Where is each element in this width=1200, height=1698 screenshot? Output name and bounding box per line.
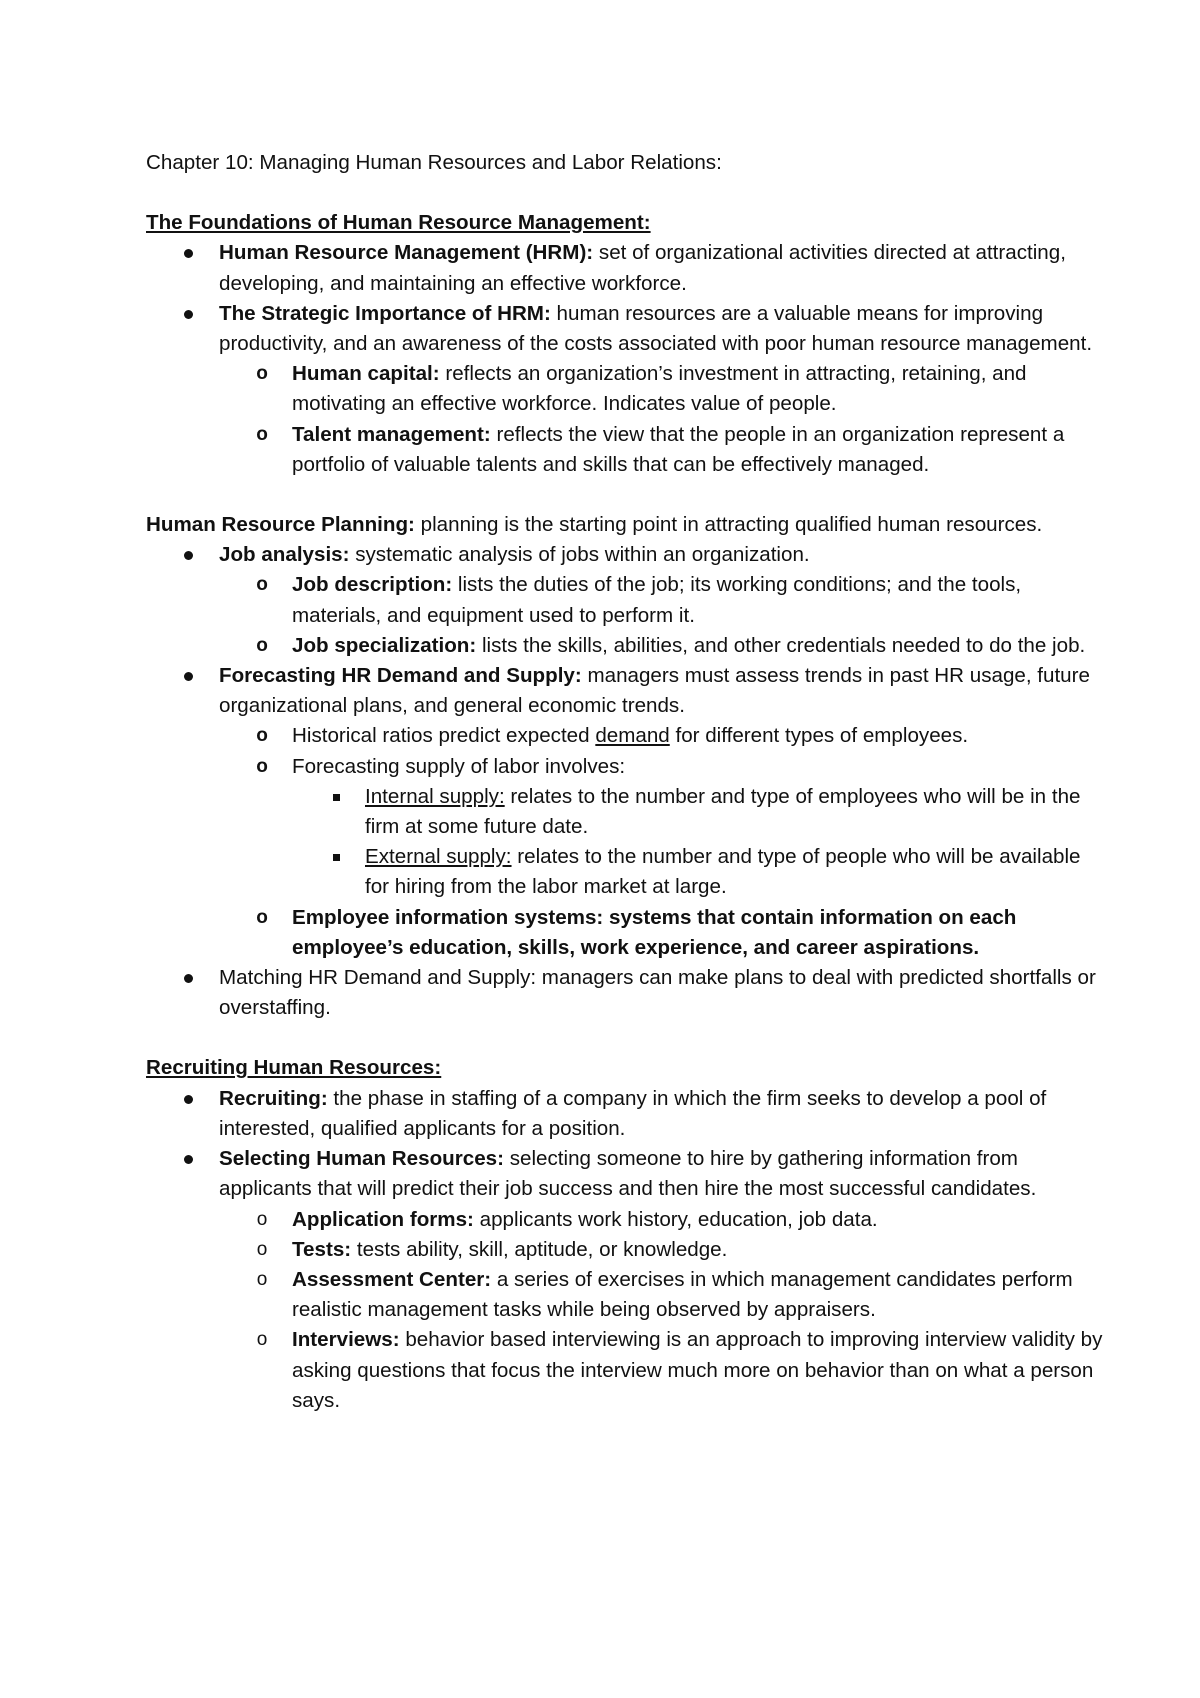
term: Job analysis: <box>219 543 350 567</box>
list-item <box>146 570 1106 630</box>
circle-bullet-icon: o <box>256 1238 268 1260</box>
bullet-icon <box>178 238 198 268</box>
definition: the phase in staffing of a company in which the firm seeks to develop a pool of interested, qualified applicants for a position. <box>219 1086 1047 1140</box>
forecasting-sublist <box>146 721 1106 781</box>
list-item <box>146 963 1106 1023</box>
list-item <box>146 1144 1106 1204</box>
definition: applicants work history, education, job data. <box>473 1207 878 1231</box>
text: Matching HR Demand and Supply: managers can make plans to deal with predicted shortfalls or overstaffing. <box>219 966 1096 1020</box>
definition: lists the duties of the job; its working conditions; and the tools, materials, and equipment used to perform it. <box>292 573 1022 627</box>
list-item <box>146 1325 1106 1416</box>
term: Recruiting: <box>219 1086 328 1110</box>
selection-sublist <box>146 1205 1106 1416</box>
list-item <box>146 359 1106 419</box>
document-content <box>146 148 1106 1416</box>
term: Job specialization: <box>292 633 477 657</box>
definition: relates to the number and type of people who will be available for hiring from the labor market at large. <box>365 845 1081 899</box>
definition: human resources are a valuable means for improving productivity, and an awareness of the costs associated with poor human resource management. <box>219 301 1093 356</box>
list-item <box>146 752 1106 782</box>
foundations-sublist <box>146 359 1106 480</box>
circle-bullet-icon: o <box>256 1329 268 1351</box>
term: Talent management: <box>292 422 491 446</box>
eis-sublist <box>146 903 1106 963</box>
circle-bullet-icon: o <box>256 1208 268 1230</box>
definition: behavior based interviewing is an approach to improving interview validity by asking questions that focus the interview much more on behavior than on what a person says. <box>292 1328 1103 1412</box>
definition: systematic analysis of jobs within an organization. <box>349 543 810 567</box>
circle-bullet-icon: o <box>256 725 268 747</box>
term: Internal supply: <box>365 784 505 808</box>
chapter-title: Chapter 10: Managing Human Resources and Labor Relations: <box>146 151 722 174</box>
planning-paragraph <box>146 510 1106 540</box>
list-item <box>146 1084 1106 1144</box>
circle-bullet-icon: o <box>256 363 268 385</box>
term: Tests: <box>292 1237 352 1261</box>
matching-list <box>146 963 1106 1023</box>
circle-bullet-icon: o <box>256 755 268 777</box>
list-item <box>146 238 1106 298</box>
text: Historical ratios predict expected <box>292 724 596 748</box>
section-heading-foundations: The Foundations of Human Resource Management: <box>146 211 651 235</box>
circle-bullet-icon: o <box>256 906 268 928</box>
circle-bullet-icon: o <box>256 423 268 445</box>
term: Human Resource Planning: <box>146 513 415 537</box>
list-item <box>146 631 1106 661</box>
definition: selecting someone to hire by gathering information from applicants that will predict their job success and then hire the most successful candidates. <box>219 1147 1037 1201</box>
section-heading-recruiting: Recruiting Human Resources: <box>146 1056 442 1080</box>
list-item <box>146 299 1106 359</box>
definition: set of organizational activities directed at attracting, developing, and maintaining an effective workforce. <box>219 241 1066 295</box>
term: Job description: <box>292 573 453 597</box>
list-item <box>146 540 1106 570</box>
text: Employee information systems: systems that contain information on each employee’s education, skills, work experience, and career aspirations. <box>292 905 1017 959</box>
planning-list <box>146 540 1106 570</box>
term: External supply: <box>365 845 512 869</box>
term: Human capital: <box>292 362 440 386</box>
definition: reflects an organization’s investment in attracting, retaining, and motivating an effective workforce. Indicates value of people. <box>292 362 1027 416</box>
list-item <box>146 661 1106 721</box>
recruiting-list <box>146 1084 1106 1205</box>
definition: relates to the number and type of employees who will be in the firm at some future date. <box>365 784 1081 839</box>
list-item <box>146 903 1106 963</box>
list-item <box>146 1265 1106 1325</box>
term: Selecting Human Resources: <box>219 1147 504 1171</box>
term: Interviews: <box>292 1328 400 1352</box>
list-item <box>146 1235 1106 1265</box>
definition: planning is the starting point in attracting qualified human resources. <box>414 513 1043 537</box>
bullet-icon <box>178 1144 198 1174</box>
definition: reflects the view that the people in an organization represent a portfolio of valuable talents and skills that can be effectively managed. <box>292 422 1065 476</box>
foundations-list <box>146 238 1106 359</box>
list-item <box>146 420 1106 480</box>
term: Assessment Center: <box>292 1267 492 1291</box>
circle-bullet-icon: o <box>256 574 268 596</box>
circle-bullet-icon: o <box>256 1268 268 1290</box>
term: Application forms: <box>292 1207 474 1231</box>
definition: tests ability, skill, aptitude, or knowledge. <box>351 1237 728 1261</box>
job-analysis-sublist <box>146 570 1106 661</box>
list-item <box>146 721 1106 751</box>
term: The Strategic Importance of HRM: <box>219 301 551 325</box>
circle-bullet-icon: o <box>256 634 268 656</box>
list-item <box>146 842 1106 902</box>
square-bullet-icon <box>326 782 346 812</box>
definition: managers must assess trends in past HR usage, future organizational plans, and general economic trends. <box>219 664 1090 718</box>
bullet-icon <box>178 299 198 329</box>
text: Forecasting supply of labor involves: <box>292 754 626 778</box>
definition: a series of exercises in which management candidates perform realistic management tasks while being observed by appraisers. <box>292 1267 1073 1322</box>
list-item <box>146 1205 1106 1235</box>
text: for different types of employees. <box>669 724 969 748</box>
forecasting-list <box>146 661 1106 721</box>
bullet-icon <box>178 963 198 993</box>
bullet-icon <box>178 1084 198 1114</box>
definition: lists the skills, abilities, and other credentials needed to do the job. <box>476 633 1086 657</box>
term: Human Resource Management (HRM): <box>219 241 594 265</box>
list-item <box>146 782 1106 842</box>
term: Forecasting HR Demand and Supply: <box>219 664 582 688</box>
underlined-text: demand <box>595 724 670 748</box>
supply-sublist <box>146 782 1106 903</box>
bullet-icon <box>178 540 198 570</box>
square-bullet-icon <box>326 842 346 872</box>
bullet-icon <box>178 661 198 691</box>
